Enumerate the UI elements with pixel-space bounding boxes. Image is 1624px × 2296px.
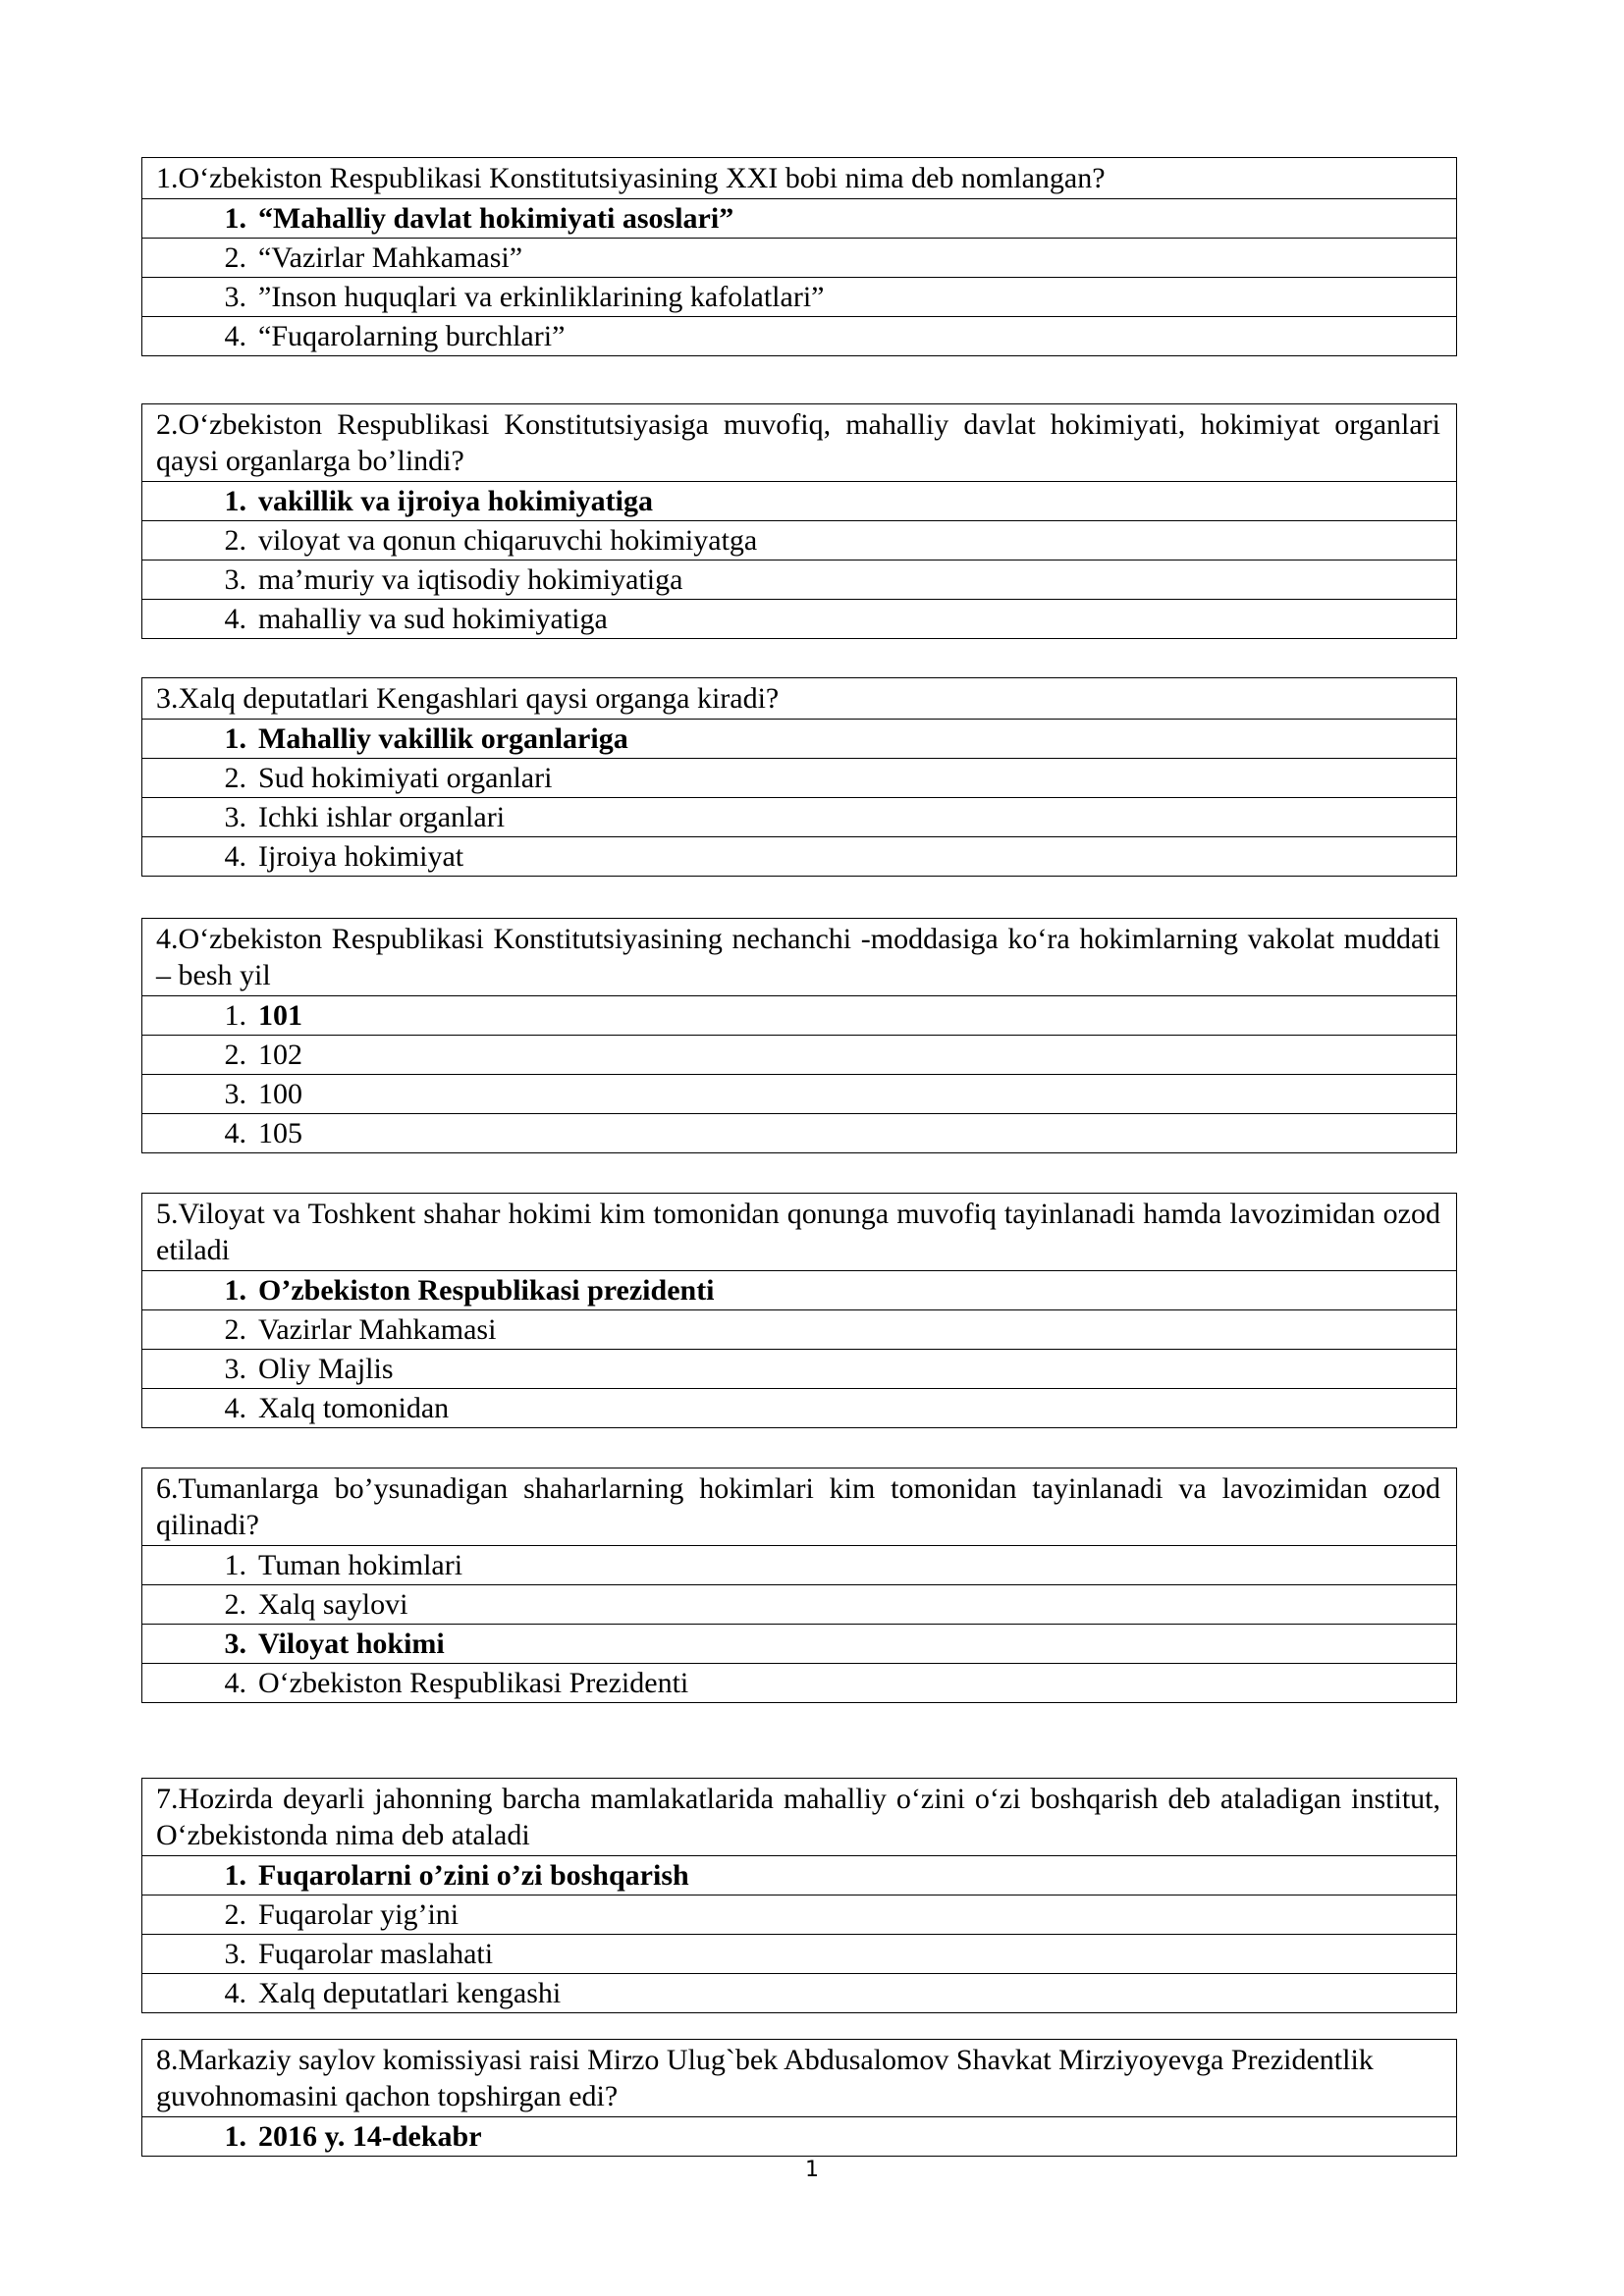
option-number: 4. (224, 1667, 246, 1699)
answer-option (142, 1113, 1456, 1152)
option-number: 3. (224, 1353, 246, 1385)
option-number: 3. (224, 1628, 246, 1660)
option-number: 1. (224, 722, 246, 755)
question-5 (141, 1193, 1457, 1428)
option-text: Fuqarolar yig’ini (258, 1898, 460, 1931)
option-text: ”Inson huquqlari va erkinliklarining kafolatlari” (258, 281, 825, 313)
option-number: 1. (224, 1549, 246, 1581)
option-text: Xalq tomonidan (258, 1392, 450, 1424)
answer-option (142, 758, 1456, 797)
answer-option (142, 1895, 1456, 1934)
option-text: 100 (258, 1078, 302, 1110)
question-text: 3.Xalq deputatlari Kengashlari qaysi organga kiradi? (156, 682, 780, 715)
option-text: “Mahalliy davlat hokimiyati asoslari” (258, 202, 734, 235)
answer-option (142, 719, 1456, 758)
option-text: “Vazirlar Mahkamasi” (258, 241, 523, 274)
answer-option (142, 277, 1456, 316)
option-text: ma’muriy va iqtisodiy hokimiyatiga (258, 563, 683, 596)
page-number: 1 (805, 2158, 819, 2182)
option-number: 1. (224, 1859, 246, 1892)
option-number: 2. (224, 1588, 246, 1621)
option-text: Oliy Majlis (258, 1353, 394, 1385)
option-number: 4. (224, 840, 246, 873)
option-number: 3. (224, 801, 246, 833)
option-text: vakillik va ijroiya hokimiyatiga (258, 485, 653, 517)
option-text: Sud hokimiyati organlari (258, 762, 553, 794)
answer-option (142, 1388, 1456, 1427)
option-number: 4. (224, 1117, 246, 1149)
answer-option (142, 1934, 1456, 1973)
option-text: Xalq saylovi (258, 1588, 408, 1621)
option-text: Viloyat hokimi (258, 1628, 445, 1660)
option-number: 1. (224, 2120, 246, 2153)
option-text: 101 (258, 999, 302, 1032)
option-number: 2. (224, 762, 246, 794)
answer-option (142, 1074, 1456, 1113)
answer-option (142, 1855, 1456, 1895)
answer-option (142, 198, 1456, 238)
option-text: Vazirlar Mahkamasi (258, 1313, 497, 1346)
option-number: 1. (224, 202, 246, 235)
answer-option (142, 1624, 1456, 1663)
option-number: 1. (224, 1274, 246, 1307)
option-text: viloyat va qonun chiqaruvchi hokimiyatga (258, 524, 758, 557)
option-text: O’zbekiston Respublikasi prezidenti (258, 1274, 715, 1307)
answer-option (142, 1309, 1456, 1349)
answer-option (142, 481, 1456, 520)
option-text: Fuqarolar maslahati (258, 1938, 494, 1970)
question-text: 6.Tumanlarga bo’ysunadigan shaharlarning hokimlari kim tomonidan tayinlanadi va lavozimidan ozod qilinadi? (156, 1472, 1440, 1541)
answer-option (142, 560, 1456, 599)
answer-option (142, 1270, 1456, 1309)
option-number: 4. (224, 603, 246, 635)
question-text: 7.Hozirda deyarli jahonning barcha mamlakatlarida mahalliy o‘zini o‘zi boshqarish deb ataladigan institut, O‘zbekistonda nima deb ataladi (156, 1783, 1440, 1851)
answer-option (142, 1035, 1456, 1074)
question-1 (141, 157, 1457, 356)
option-text: Ichki ishlar organlari (258, 801, 506, 833)
option-text: mahalliy va sud hokimiyatiga (258, 603, 608, 635)
option-number: 2. (224, 1313, 246, 1346)
question-7 (141, 1778, 1457, 2013)
option-number: 3. (224, 563, 246, 596)
answer-option (142, 520, 1456, 560)
option-text: Fuqarolarni o’zini o’zi boshqarish (258, 1859, 689, 1892)
option-number: 2. (224, 524, 246, 557)
option-number: 3. (224, 1938, 246, 1970)
answer-option (142, 995, 1456, 1035)
answer-option (142, 1663, 1456, 1702)
answer-option (142, 1973, 1456, 2012)
question-8 (141, 2039, 1457, 2157)
question-text: 4.O‘zbekiston Respublikasi Konstitutsiyasining nechanchi -moddasiga ko‘ra hokimlarning vakolat muddati – besh yil (156, 923, 1440, 991)
answer-option (142, 599, 1456, 638)
option-number: 4. (224, 320, 246, 352)
option-text: Mahalliy vakillik organlariga (258, 722, 628, 755)
option-number: 2. (224, 1898, 246, 1931)
option-text: “Fuqarolarning burchlari” (258, 320, 566, 352)
answer-option (142, 1349, 1456, 1388)
option-number: 2. (224, 1039, 246, 1071)
option-text: 102 (258, 1039, 302, 1071)
option-number: 4. (224, 1392, 246, 1424)
option-text: Xalq deputatlari kengashi (258, 1977, 562, 2009)
question-4 (141, 918, 1457, 1153)
answer-option (142, 238, 1456, 277)
answer-option (142, 1584, 1456, 1624)
question-3 (141, 677, 1457, 877)
question-2 (141, 403, 1457, 639)
option-text: Tuman hokimlari (258, 1549, 463, 1581)
question-text: 5.Viloyat va Toshkent shahar hokimi kim tomonidan qonunga muvofiq tayinlanadi hamda lavozimidan ozod etiladi (156, 1198, 1440, 1266)
answer-option (142, 2116, 1456, 2156)
option-number: 2. (224, 241, 246, 274)
answer-option (142, 836, 1456, 876)
question-6 (141, 1468, 1457, 1703)
answer-option (142, 797, 1456, 836)
option-number: 1. (224, 999, 246, 1032)
option-text: Ijroiya hokimiyat (258, 840, 464, 873)
option-number: 3. (224, 281, 246, 313)
question-text: 8.Markaziy saylov komissiyasi raisi Mirzo Ulug`bek Abdusalomov Shavkat Mirziyoyevga Prezidentlik guvohnomasini qachon topshirgan edi? (156, 2044, 1374, 2112)
option-text: 2016 y. 14-dekabr (258, 2120, 482, 2153)
answer-option (142, 1545, 1456, 1584)
question-text: 1.O‘zbekiston Respublikasi Konstitutsiyasining XXI bobi nima deb nomlangan? (156, 162, 1106, 194)
option-number: 4. (224, 1977, 246, 2009)
option-text: O‘zbekiston Respublikasi Prezidenti (258, 1667, 689, 1699)
option-number: 3. (224, 1078, 246, 1110)
option-number: 1. (224, 485, 246, 517)
question-text: 2.O‘zbekiston Respublikasi Konstitutsiyasiga muvofiq, mahalliy davlat hokimiyati, hokimiyat organlari qaysi organlarga bo’lindi? (156, 408, 1440, 477)
option-text: 105 (258, 1117, 302, 1149)
answer-option (142, 316, 1456, 355)
